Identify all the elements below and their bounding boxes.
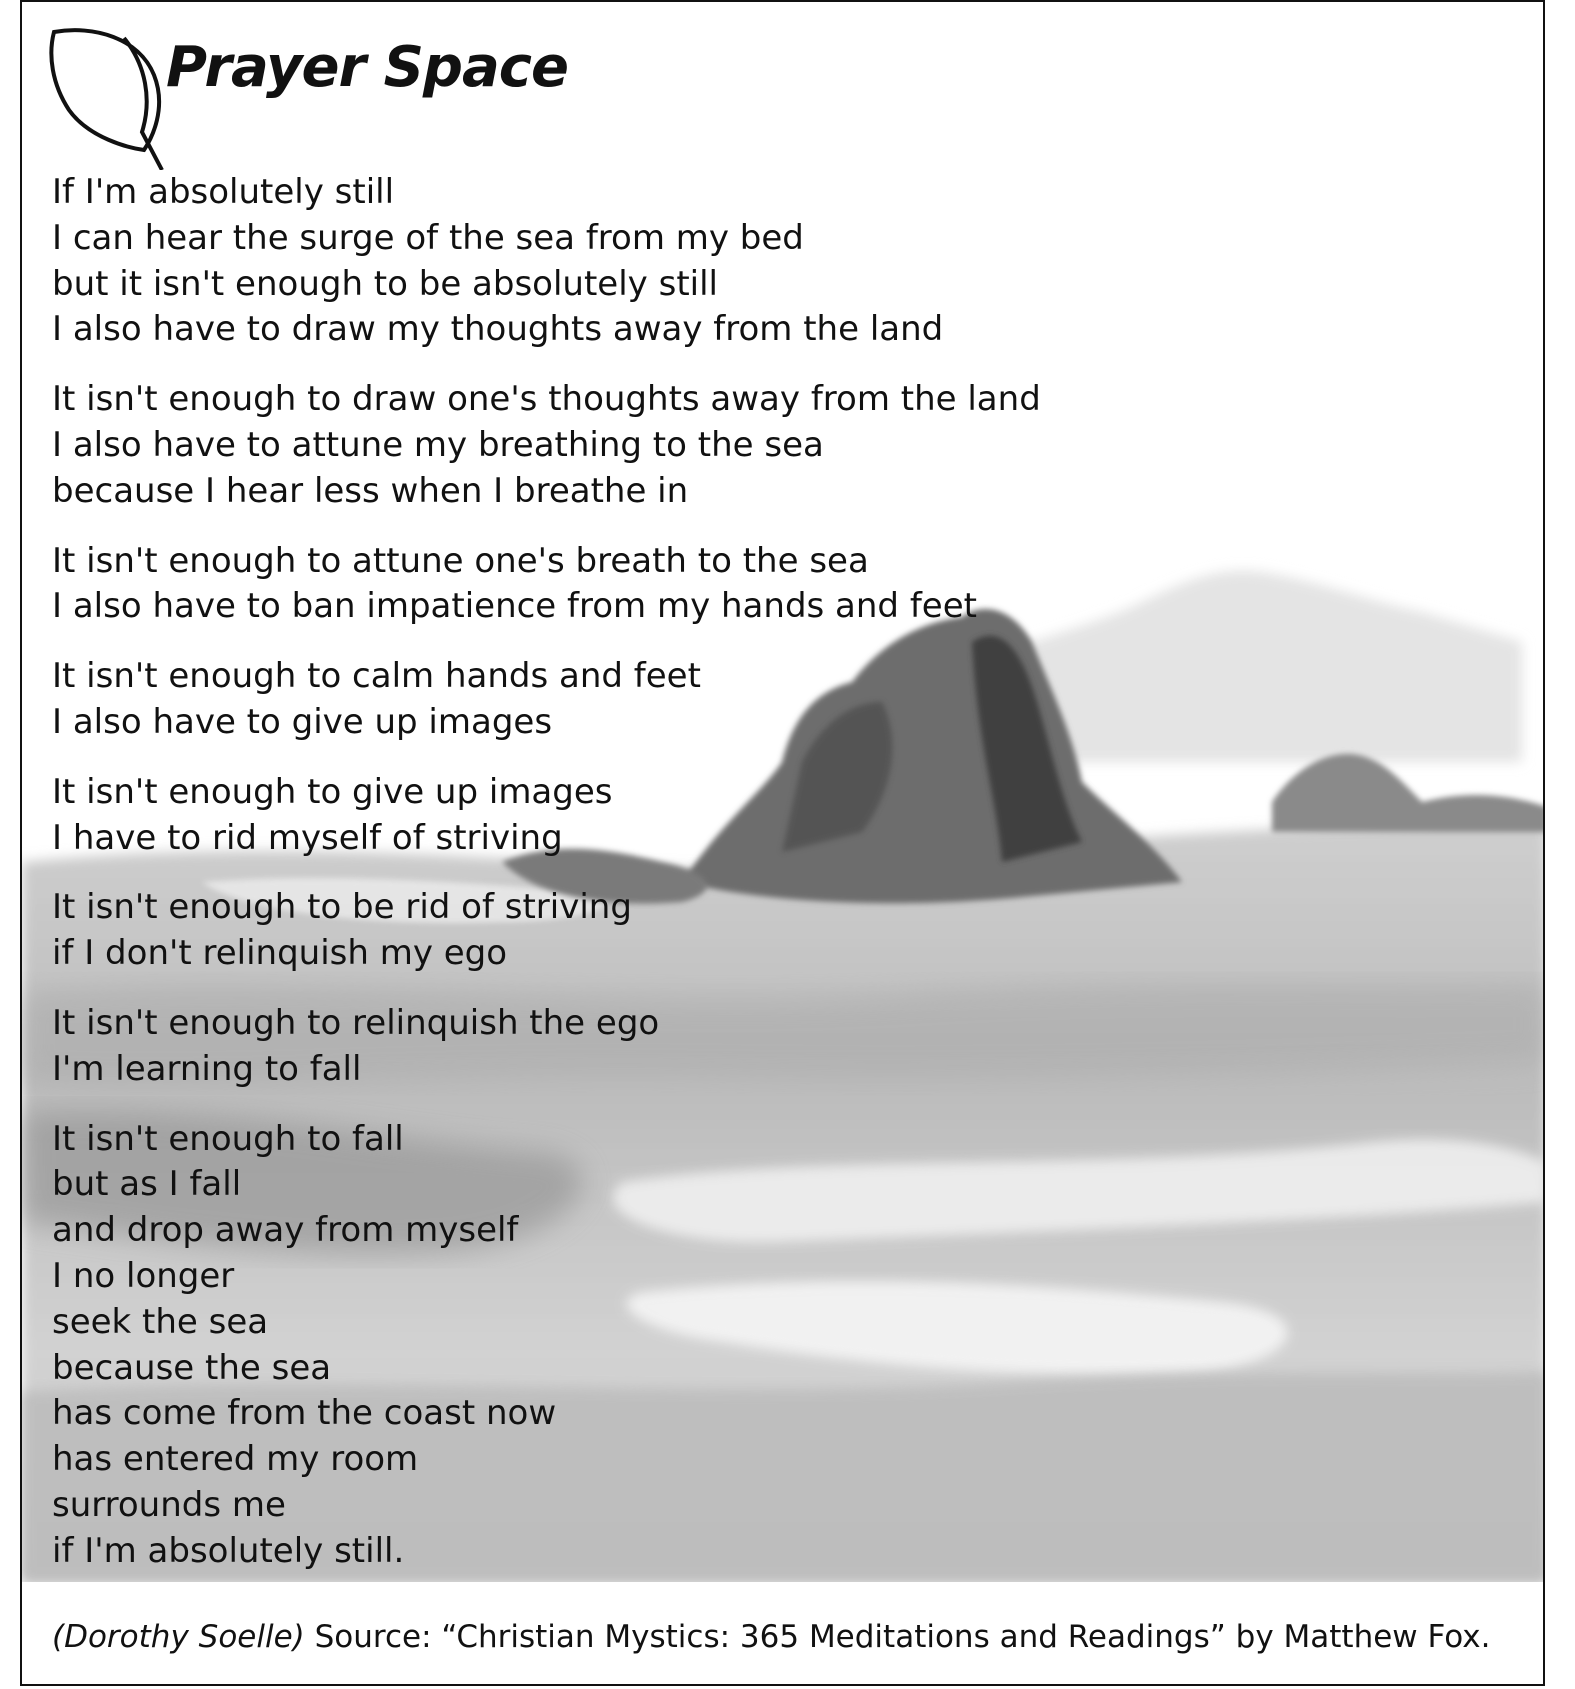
poem-line: but it isn't enough to be absolutely still	[52, 263, 718, 304]
poem-line: and drop away from myself	[52, 1210, 519, 1251]
poem-line: I also have to ban impatience from my hands and feet	[52, 586, 977, 627]
poem-line: I also have to attune my breathing to the sea	[52, 424, 824, 465]
poem-line: if I'm absolutely still.	[52, 1530, 405, 1571]
poem-line: has come from the coast now	[52, 1393, 557, 1434]
poem-line: if I don't relinquish my ego	[52, 933, 508, 974]
poem-line: I have to rid myself of striving	[52, 817, 563, 858]
poem-line: It isn't enough to be rid of striving	[52, 887, 632, 928]
right-island	[1272, 754, 1545, 832]
poem-line: I also have to give up images	[52, 701, 553, 742]
poem-line: If I'm absolutely still	[52, 172, 395, 212]
poem-line: It isn't enough to fall	[52, 1118, 404, 1159]
citation-author: (Dorothy Soelle)	[52, 1619, 305, 1655]
poem-line: It isn't enough to relinquish the ego	[52, 1002, 660, 1043]
poem-line: surrounds me	[52, 1484, 286, 1525]
poem-line: It isn't enough to attune one's breath to the sea	[52, 540, 869, 581]
stanza	[52, 885, 1112, 977]
stanza	[52, 770, 1112, 862]
stanza	[52, 1117, 1112, 1575]
poem-line: I'm learning to fall	[52, 1048, 362, 1089]
stanza	[52, 1001, 1112, 1093]
poem-line: It isn't enough to draw one's thoughts away from the land	[52, 379, 1041, 420]
poem-line: seek the sea	[52, 1301, 269, 1342]
poem	[52, 170, 1112, 1599]
poem-line: but as I fall	[52, 1164, 242, 1205]
poem-line: has entered my room	[52, 1439, 419, 1480]
poem-line: I no longer	[52, 1255, 235, 1296]
page-title: Prayer Space	[166, 35, 568, 100]
source-citation	[52, 1619, 1490, 1655]
stanza	[52, 654, 1112, 746]
prayer-space-card	[20, 0, 1545, 1686]
stanza	[52, 539, 1112, 631]
poem-line: It isn't enough to calm hands and feet	[52, 656, 701, 697]
poem-line: I also have to draw my thoughts away from the land	[52, 309, 944, 350]
poem-line: I can hear the surge of the sea from my bed	[52, 217, 804, 258]
stanza	[52, 377, 1112, 514]
citation-source: Source: “Christian Mystics: 365 Meditations and Readings” by Matthew Fox.	[304, 1619, 1491, 1655]
stanza	[52, 170, 1112, 353]
poem-line: It isn't enough to give up images	[52, 771, 613, 812]
poem-line: because the sea	[52, 1347, 332, 1388]
poem-line: because I hear less when I breathe in	[52, 470, 689, 511]
leaf-icon	[34, 20, 184, 170]
